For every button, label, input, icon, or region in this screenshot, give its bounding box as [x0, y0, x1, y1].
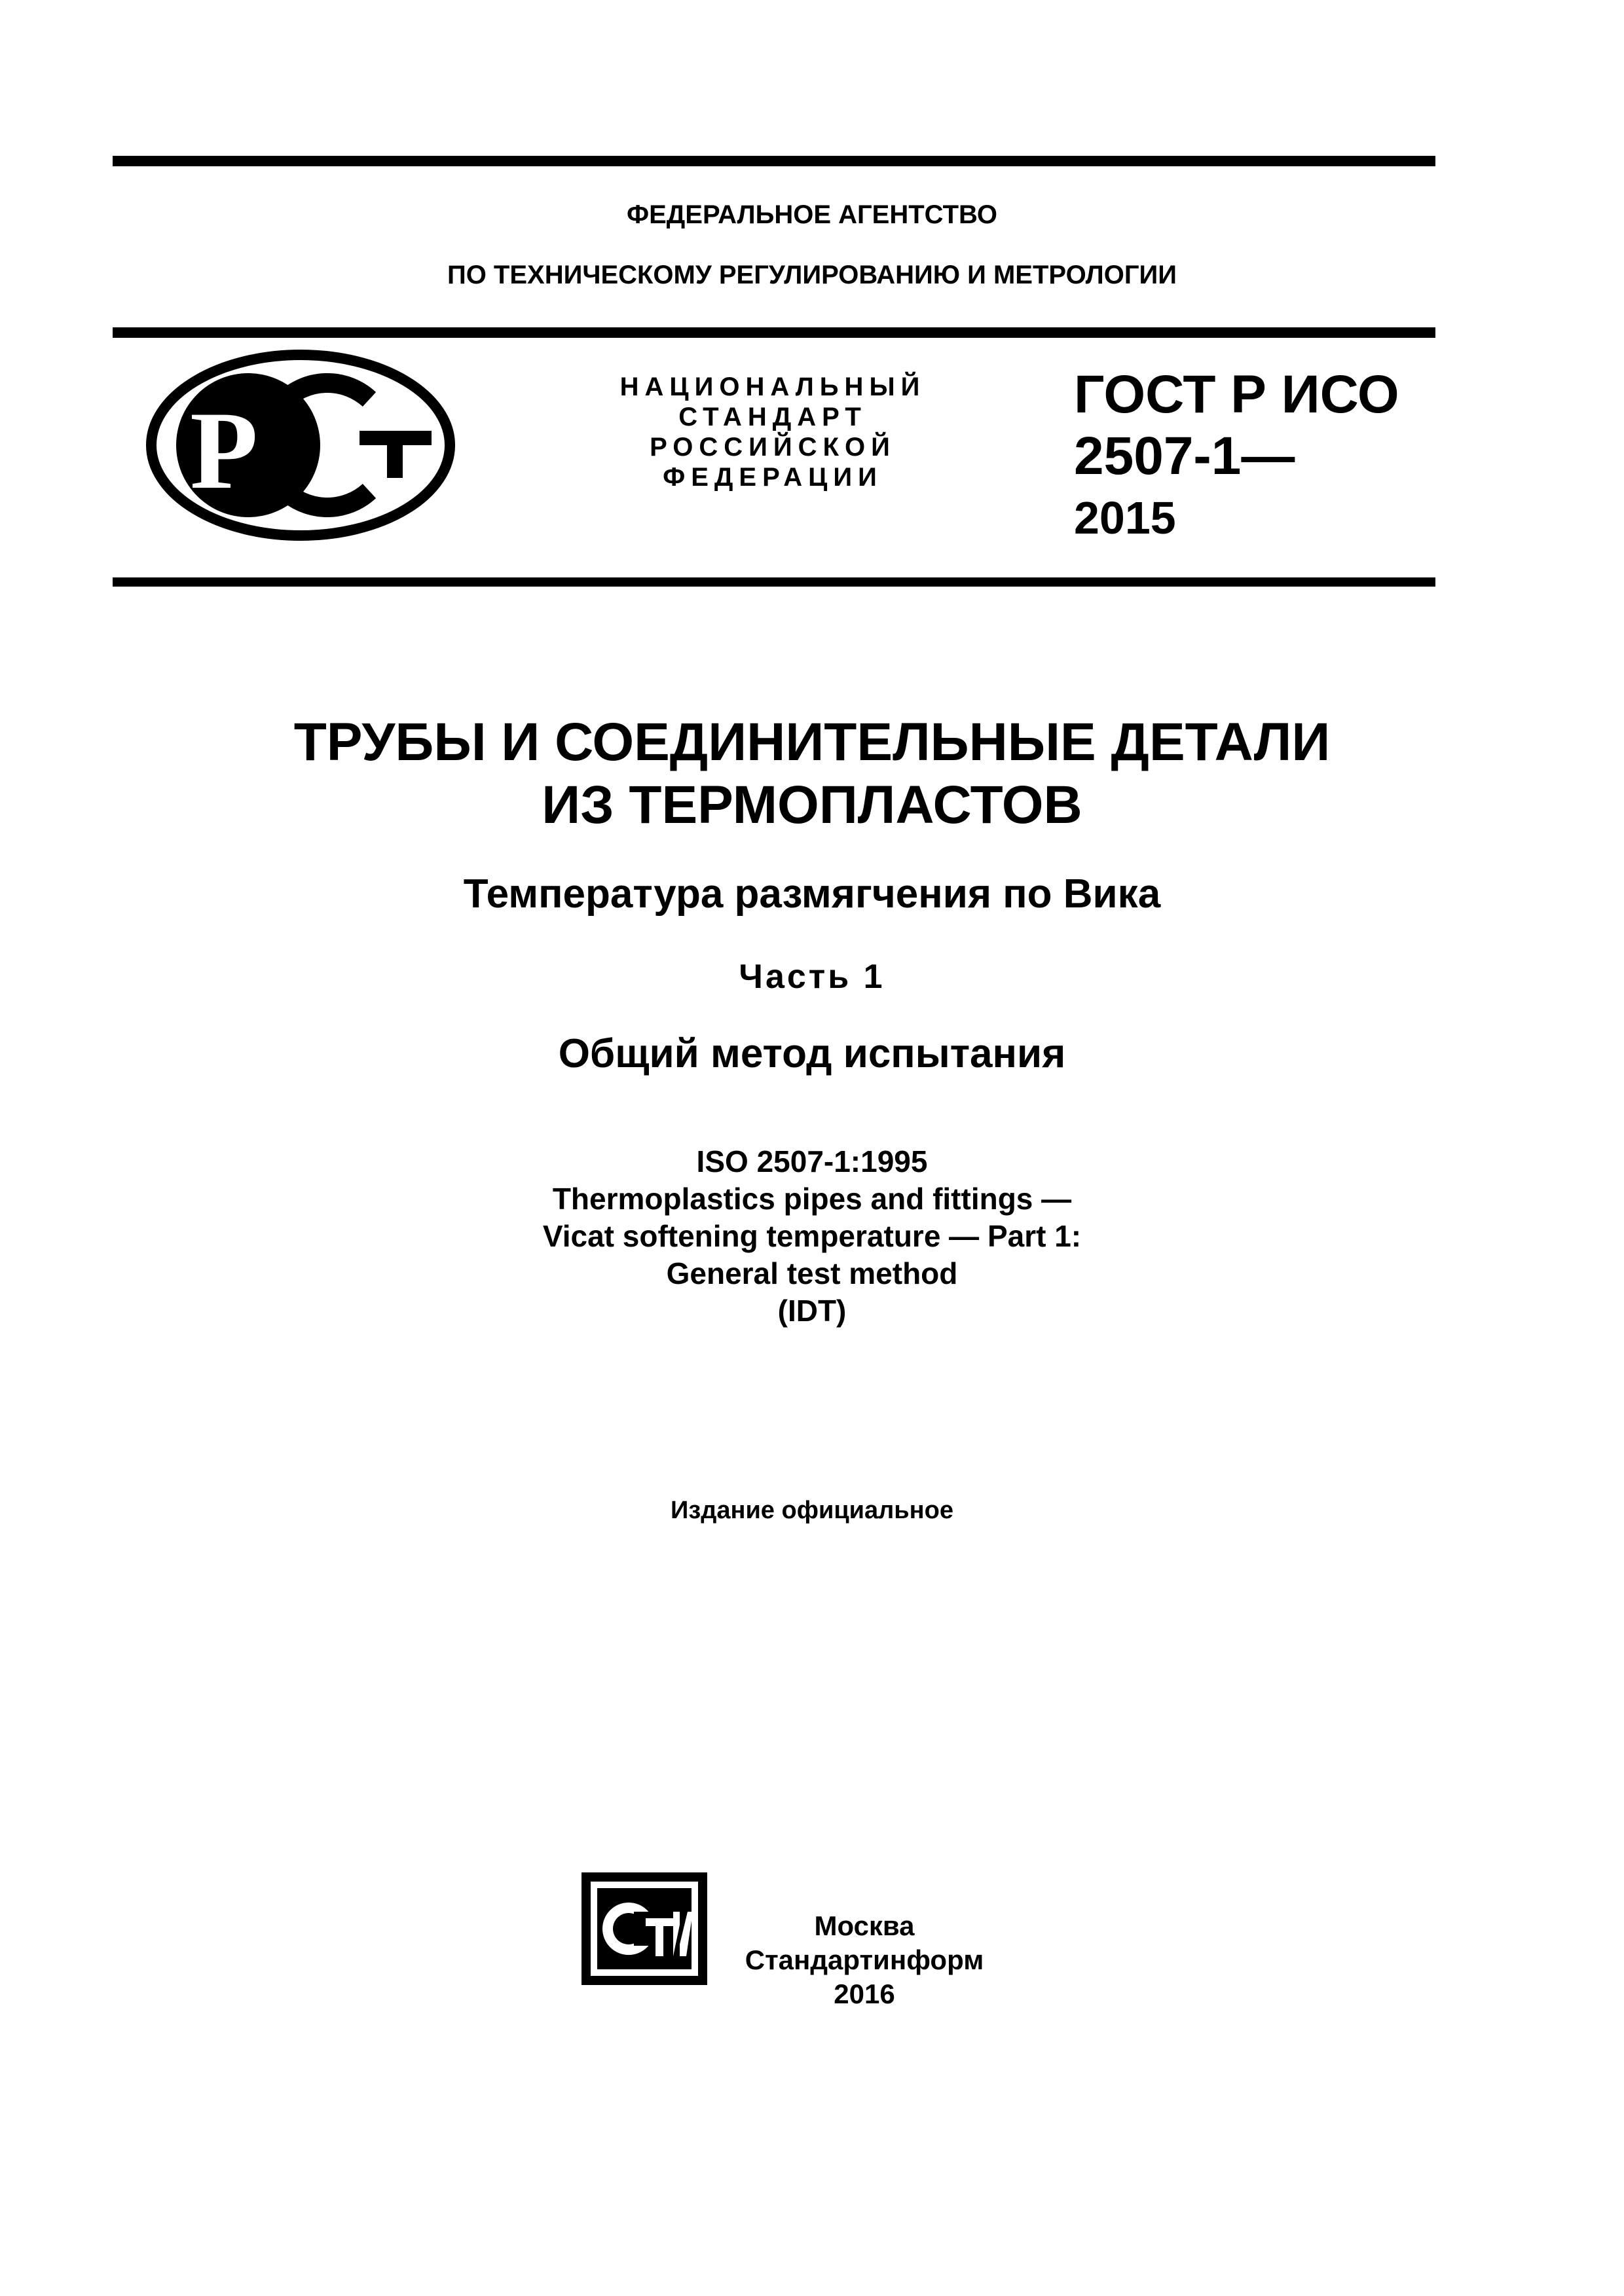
method-title: Общий метод испытания	[558, 1031, 1066, 1076]
national-line: РОССИЙСКОЙ	[650, 433, 896, 462]
iso-reference	[0, 1143, 1624, 1330]
national-line: ФЕДЕРАЦИИ	[663, 463, 883, 492]
agency-line-1: ФЕДЕРАЛЬНОЕ АГЕНТСТВО	[626, 200, 998, 229]
top-rule	[113, 156, 1435, 166]
iso-line: (IDT)	[777, 1294, 847, 1328]
national-standard-label	[589, 372, 956, 492]
document-title	[0, 711, 1624, 837]
national-line: СТАНДАРТ	[678, 403, 867, 431]
national-line: НАЦИОНАЛЬНЫЙ	[619, 373, 926, 401]
document-subtitle: Температура размягчения по Вика	[463, 871, 1161, 917]
rst-certification-mark-icon	[140, 347, 461, 570]
standartinform-logo-icon	[581, 1872, 707, 1985]
header-bottom-rule	[113, 577, 1435, 587]
publisher-city: Москва	[814, 1910, 915, 1941]
iso-line: Vicat softening temperature — Part 1:	[542, 1219, 1082, 1253]
designation-line: ГОСТ Р ИСО	[1074, 365, 1399, 424]
iso-line: Thermoplastics pipes and fittings —	[552, 1182, 1072, 1216]
part-label: Часть 1	[739, 958, 885, 996]
iso-line: General test method	[666, 1256, 958, 1290]
agency-line-2: ПО ТЕХНИЧЕСКОМУ РЕГУЛИРОВАНИЮ И МЕТРОЛОГИИ	[447, 261, 1177, 289]
designation-line: 2507-1—	[1074, 426, 1295, 486]
standard-designation	[1074, 364, 1441, 549]
iso-line: ISO 2507-1:1995	[696, 1144, 928, 1178]
title-line-1: ТРУБЫ И СОЕДИНИТЕЛЬНЫЕ ДЕТАЛИ	[293, 712, 1331, 772]
publisher-block	[720, 1909, 1008, 2011]
publisher-name: Стандартинформ	[745, 1944, 984, 1975]
svg-text:Р: Р	[190, 389, 258, 512]
header-rule	[113, 327, 1435, 338]
publisher-year: 2016	[834, 1978, 895, 2009]
edition-label: Издание официальное	[671, 1497, 953, 1524]
designation-line: 2015	[1074, 492, 1176, 543]
title-line-2: ИЗ ТЕРМОПЛАСТОВ	[542, 775, 1082, 835]
